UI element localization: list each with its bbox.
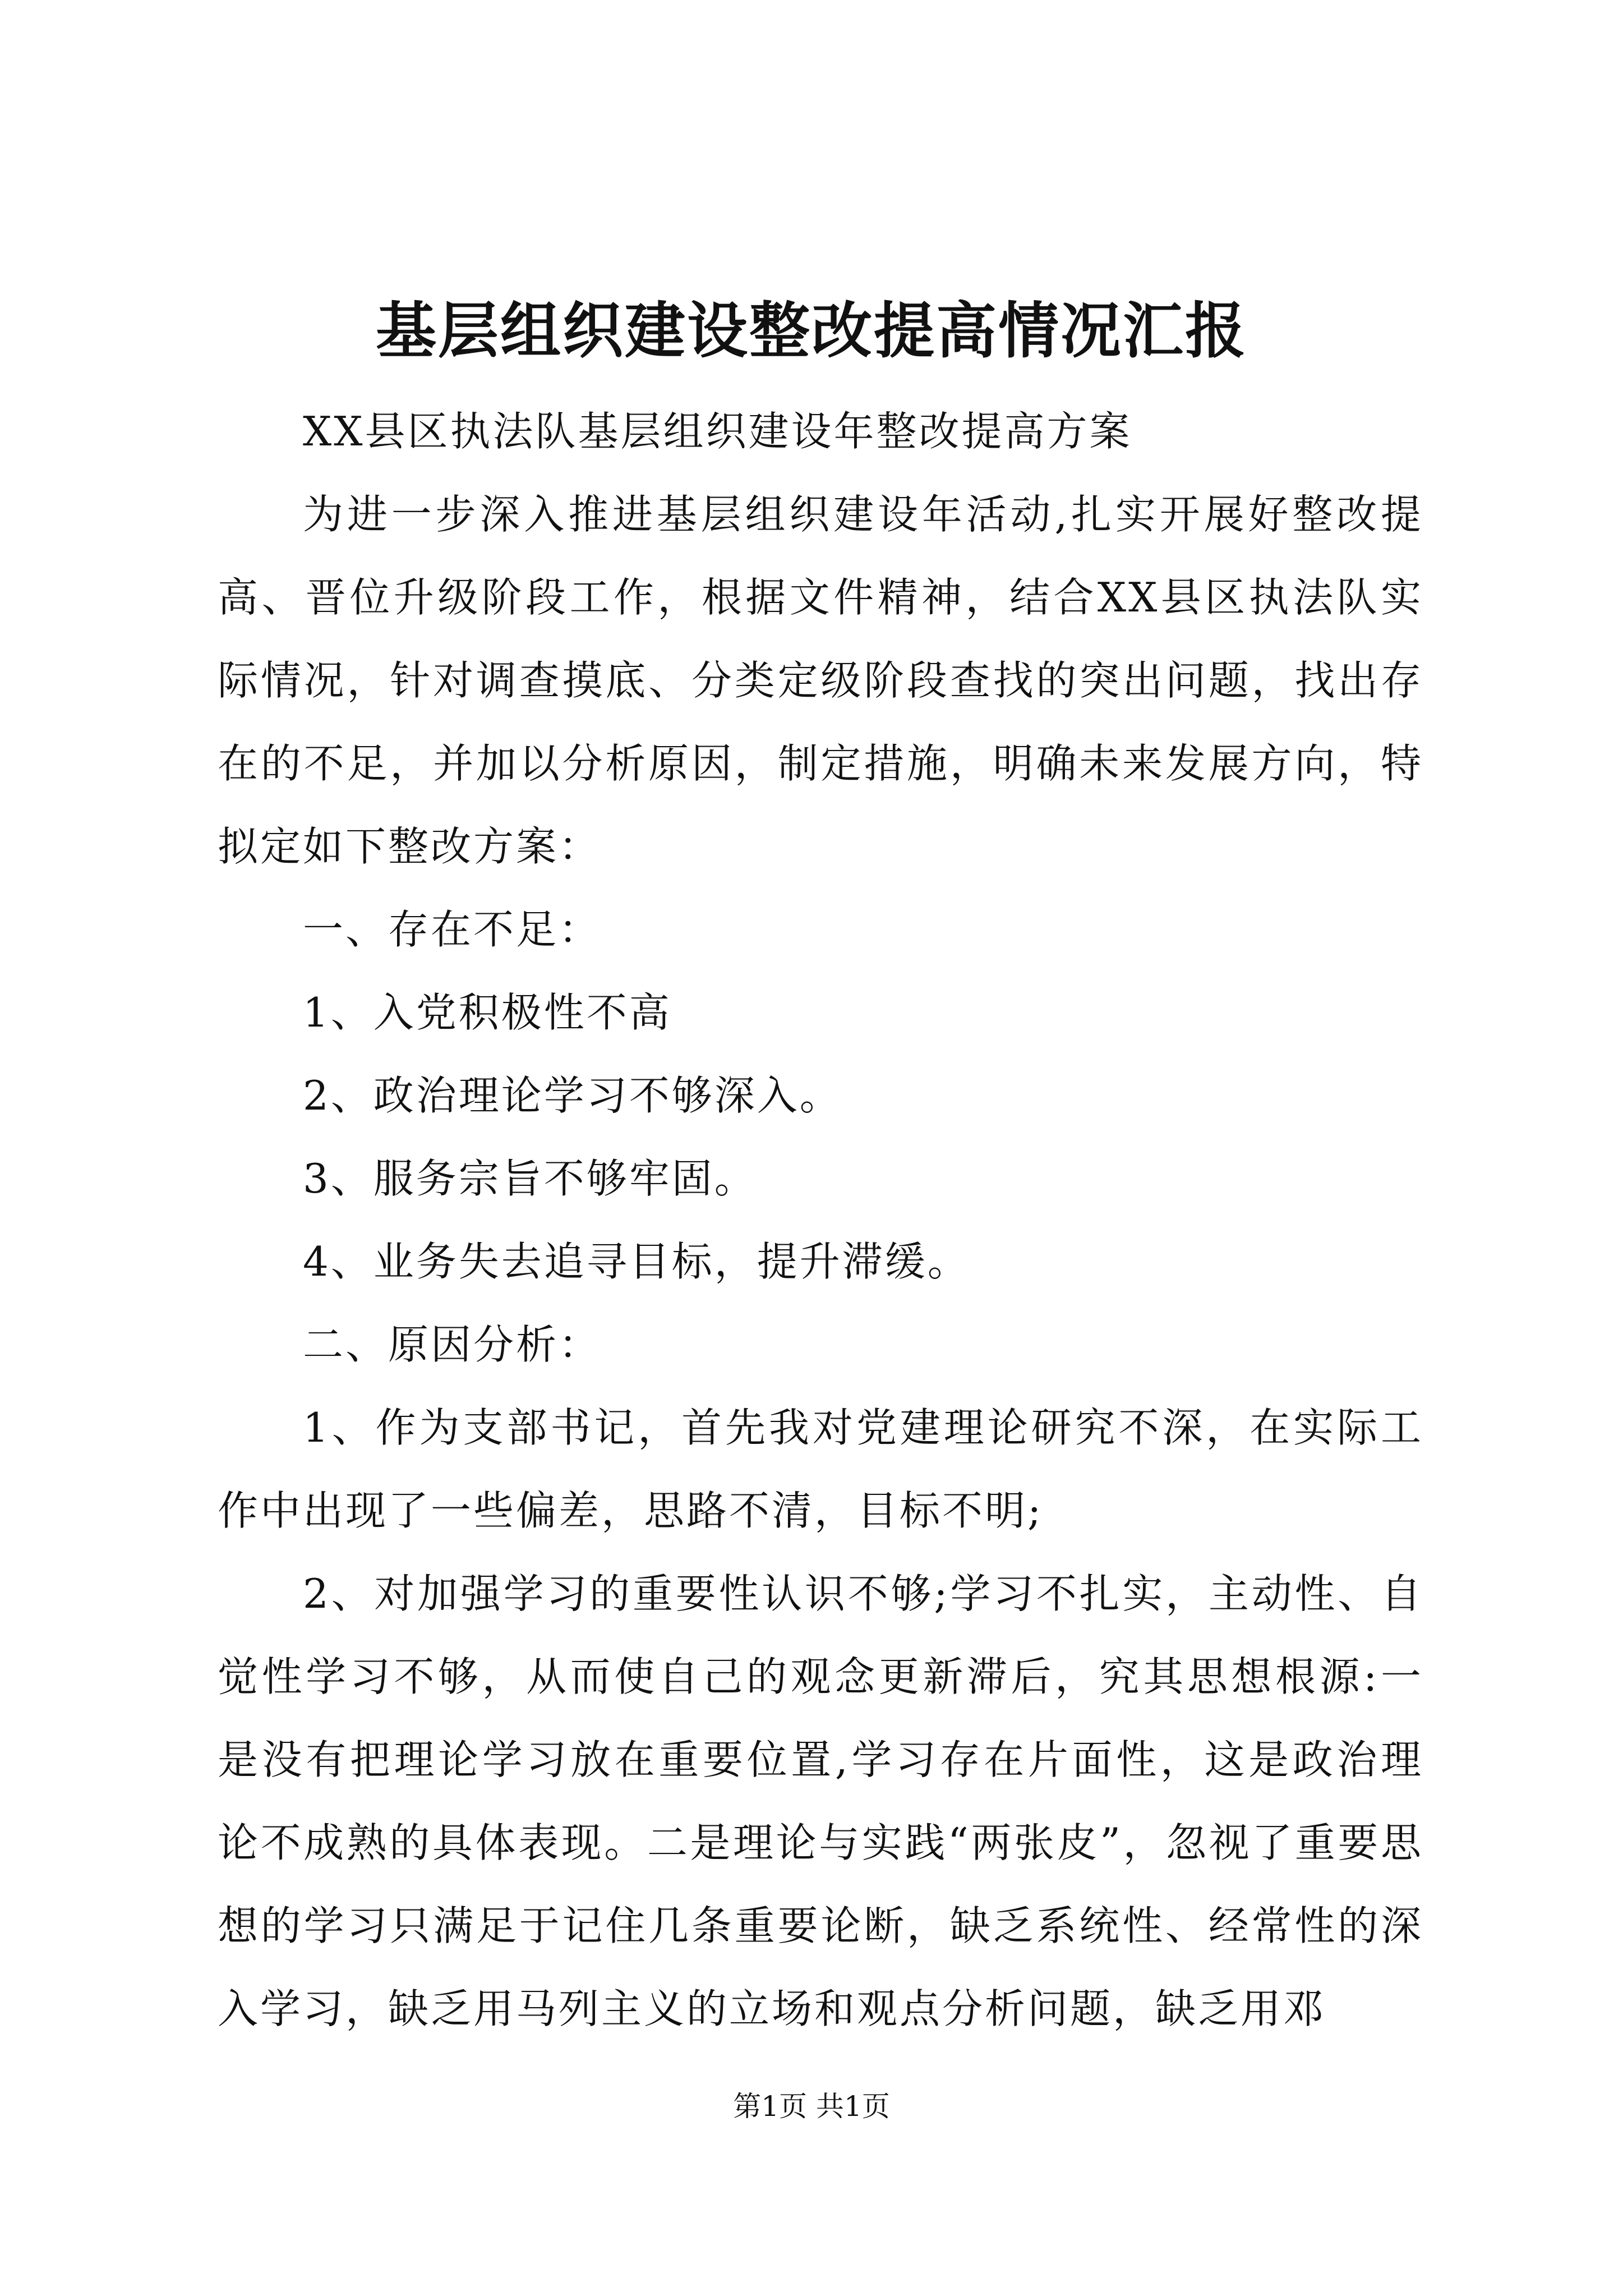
list-item-1: 1、入党积极性不高 (303, 989, 672, 1036)
analysis-item-2: 2、对加强学习的重要性认识不够;学习不扎实，主动性、自觉性学习不够，从而使自己的观念更新滞后，究其思想根源:一是没有把理论学习放在重要位置,学习存在片面性，这是政治理论不成熟的具体表现。二是理论与实践“两张皮”，忽视了重要思想的学习只满足于记住几条重要论断，缺乏系统性、经常性的深入学习，缺乏用马列主义的立场和观点分析问题，缺乏用邓 (218, 1570, 1423, 2032)
document-title: 基层组织建设整改提高情况汇报 (375, 296, 1247, 366)
list-item-4: 4、业务失去追寻目标，提升滞缓。 (303, 1238, 970, 1285)
page-number-footer: 第1页 共1页 (733, 2090, 890, 2123)
analysis-item-1: 1、作为支部书记，首先我对党建理论研究不深，在实际工作中出现了一些偏差，思路不清，目标不明; (218, 1404, 1423, 1534)
heading-cause-analysis: 二、原因分析： (303, 1321, 602, 1368)
document-body (218, 390, 1423, 2050)
paragraph-intro: 为进一步深入推进基层组织建设年活动,扎实开展好整改提高、晋位升级阶段工作，根据文件精神，结合XX县区执法队实际情况，针对调查摸底、分类定级阶段查找的突出问题，找出存在的不足，并加以分析原因，制定措施，明确未来发展方向，特拟定如下整改方案： (218, 491, 1423, 870)
heading-shortcomings: 一、存在不足： (303, 906, 602, 953)
paragraph-subtitle: XX县区执法队基层组织建设年整改提高方案 (303, 408, 1132, 455)
list-item-3: 3、服务宗旨不够牢固。 (303, 1155, 757, 1202)
list-item-2: 2、政治理论学习不够深入。 (303, 1072, 842, 1119)
